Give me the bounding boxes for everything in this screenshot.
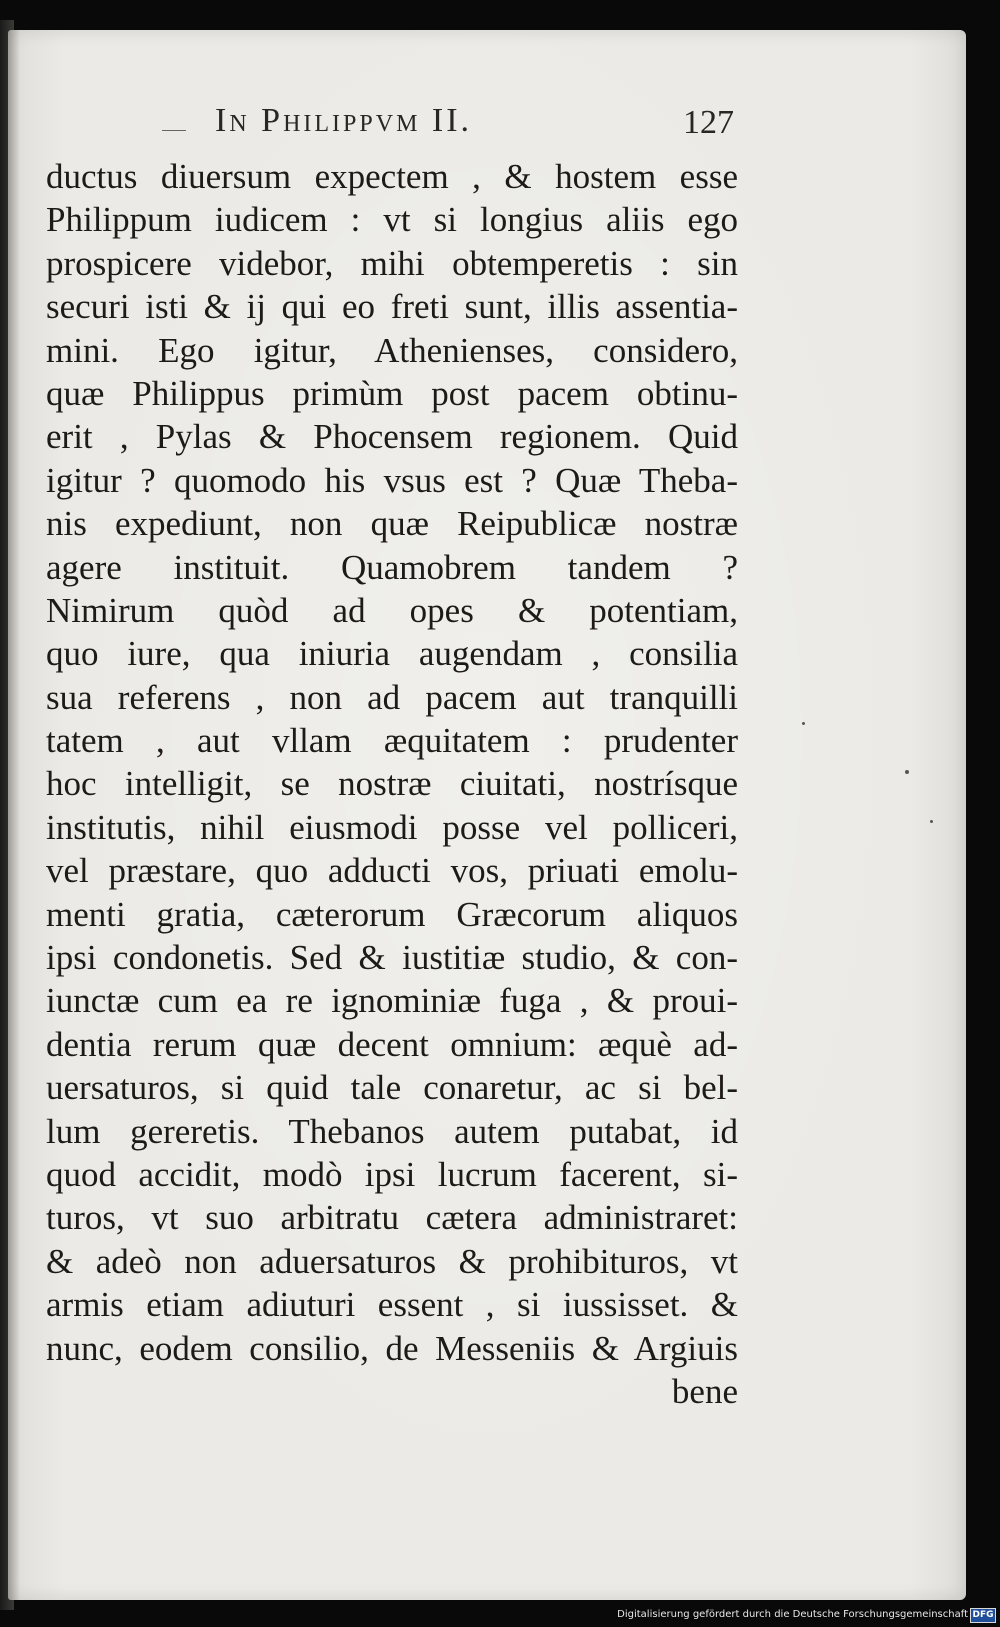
text-line: & adeò non aduersaturos & prohibituros, vt bbox=[46, 1241, 738, 1281]
text-line: igitur ? quomodo his vsus est ? Quæ Theba- bbox=[46, 460, 738, 500]
text-line: Philippum iudicem : vt si longius aliis ego bbox=[46, 200, 738, 240]
text-line: mini. Ego igitur, Athenienses, considero, bbox=[46, 330, 738, 370]
page-gutter-shade bbox=[8, 30, 20, 1600]
digitization-credit: Digitalisierung gefördert durch die Deutsche Forschungsgemeinschaft bbox=[617, 1609, 968, 1620]
text-line: hoc intelligit, se nostræ ciuitati, nostrísque bbox=[46, 764, 738, 804]
running-head-rule bbox=[162, 130, 186, 131]
text-line: armis etiam adiuturi essent , si iussisset. & bbox=[46, 1285, 738, 1325]
text-line: agere instituit. Quamobrem tandem ? bbox=[46, 547, 738, 587]
paper-speck bbox=[802, 722, 805, 725]
text-line: quod accidit, modò ipsi lucrum facerent, si- bbox=[46, 1154, 738, 1194]
text-line: uersaturos, si quid tale conaretur, ac si bel- bbox=[46, 1068, 738, 1108]
text-line: menti gratia, cæterorum Græcorum aliquos bbox=[46, 894, 738, 934]
text-line: vel præstare, quo adducti vos, priuati emolu- bbox=[46, 851, 738, 891]
text-line: sua referens , non ad pacem aut tranquilli bbox=[46, 677, 738, 717]
text-line: ductus diuersum expectem , & hostem esse bbox=[46, 157, 738, 196]
catchword: bene bbox=[671, 1371, 738, 1411]
text-line: prospicere videbor, mihi obtemperetis : sin bbox=[46, 243, 738, 283]
text-line: institutis, nihil eiusmodi posse vel polliceri, bbox=[46, 807, 738, 847]
text-line: nunc, eodem consilio, de Messeniis & Argiuis bbox=[46, 1328, 738, 1368]
text-line: erit , Pylas & Phocensem regionem. Quid bbox=[46, 417, 738, 457]
paper-speck bbox=[930, 820, 933, 823]
running-head: In Philippvm II. bbox=[215, 102, 473, 139]
paper-speck bbox=[905, 770, 909, 774]
text-line: Nimirum quòd ad opes & potentiam, bbox=[46, 590, 738, 630]
page-number: 127 bbox=[683, 104, 734, 141]
text-line: quæ Philippus primùm post pacem obtinu- bbox=[46, 373, 738, 413]
text-line: quo iure, qua iniuria augendam , consilia bbox=[46, 634, 738, 674]
text-line: ipsi condonetis. Sed & iustitiæ studio, & con- bbox=[46, 938, 738, 978]
dfg-logo: DFG bbox=[970, 1608, 996, 1623]
text-line: nis expediunt, non quæ Reipublicæ nostræ bbox=[46, 504, 738, 544]
body-text bbox=[46, 155, 738, 1413]
text-line: securi isti & ij qui eo freti sunt, illis assentia- bbox=[46, 287, 738, 327]
text-line: iunctæ cum ea re ignominiæ fuga , & proui- bbox=[46, 981, 738, 1021]
text-line: tatem , aut vllam æquitatem : prudenter bbox=[46, 721, 738, 761]
text-line: turos, vt suo arbitratu cætera administraret: bbox=[46, 1198, 738, 1238]
text-line: dentia rerum quæ decent omnium: æquè ad- bbox=[46, 1024, 738, 1064]
text-line: lum gereretis. Thebanos autem putabat, id bbox=[46, 1111, 738, 1151]
